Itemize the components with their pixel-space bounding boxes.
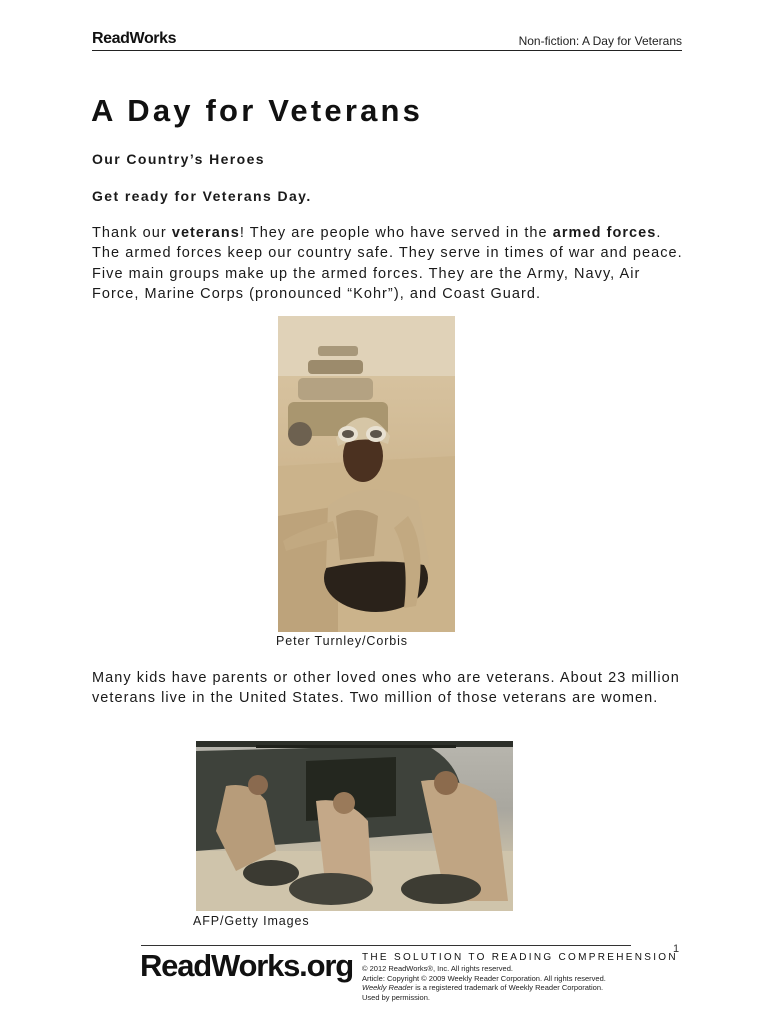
footer-tagline: THE SOLUTION TO READING COMPREHENSION [362, 952, 678, 963]
paragraph-1: Thank our veterans! They are people who have served in the armed forces. The armed forces keep our country safe. They serve in times of war and peace. Five main groups make up the armed forces. They are the Army, Navy, Air Force, Marine Corps (pronounced “Kohr”), and Coast Guard. [92, 225, 683, 302]
copyright-line-3: Weekly Reader is a registered trademark of Weekly Reader Corporation. [362, 983, 604, 992]
women-veterans-photo [196, 741, 513, 911]
soldier-photo [278, 316, 455, 632]
vocab-armed-forces: armed forces [552, 225, 657, 241]
article-subtitle: Our Country’s Heroes [92, 151, 265, 167]
copyright-line-1: © 2012 ReadWorks®, Inc. All rights reserved. [362, 964, 513, 973]
page-number: 1 [673, 943, 680, 955]
footer-divider [141, 945, 631, 946]
header-section-label: Non-fiction: A Day for Veterans [518, 34, 682, 48]
readworks-footer-logo: ReadWorks.org [140, 948, 353, 983]
photo-2-credit: AFP/Getty Images [193, 914, 310, 928]
photo-1-credit: Peter Turnley/Corbis [276, 634, 408, 648]
page-header [92, 30, 682, 51]
copyright-line-2: Article: Copyright © 2009 Weekly Reader Corporation. All rights reserved. [362, 973, 606, 983]
article-tagline: Get ready for Veterans Day. [92, 188, 312, 204]
readworks-logo: ReadWorks [92, 30, 177, 47]
article-title: A Day for Veterans [91, 93, 424, 128]
paragraph-2: Many kids have parents or other loved ones who are veterans. About 23 million veterans live in the United States. Two million of those veterans are women. [92, 670, 680, 707]
vocab-veterans: veterans [171, 225, 240, 241]
copyright-line-4: Used by permission. [362, 992, 430, 1002]
